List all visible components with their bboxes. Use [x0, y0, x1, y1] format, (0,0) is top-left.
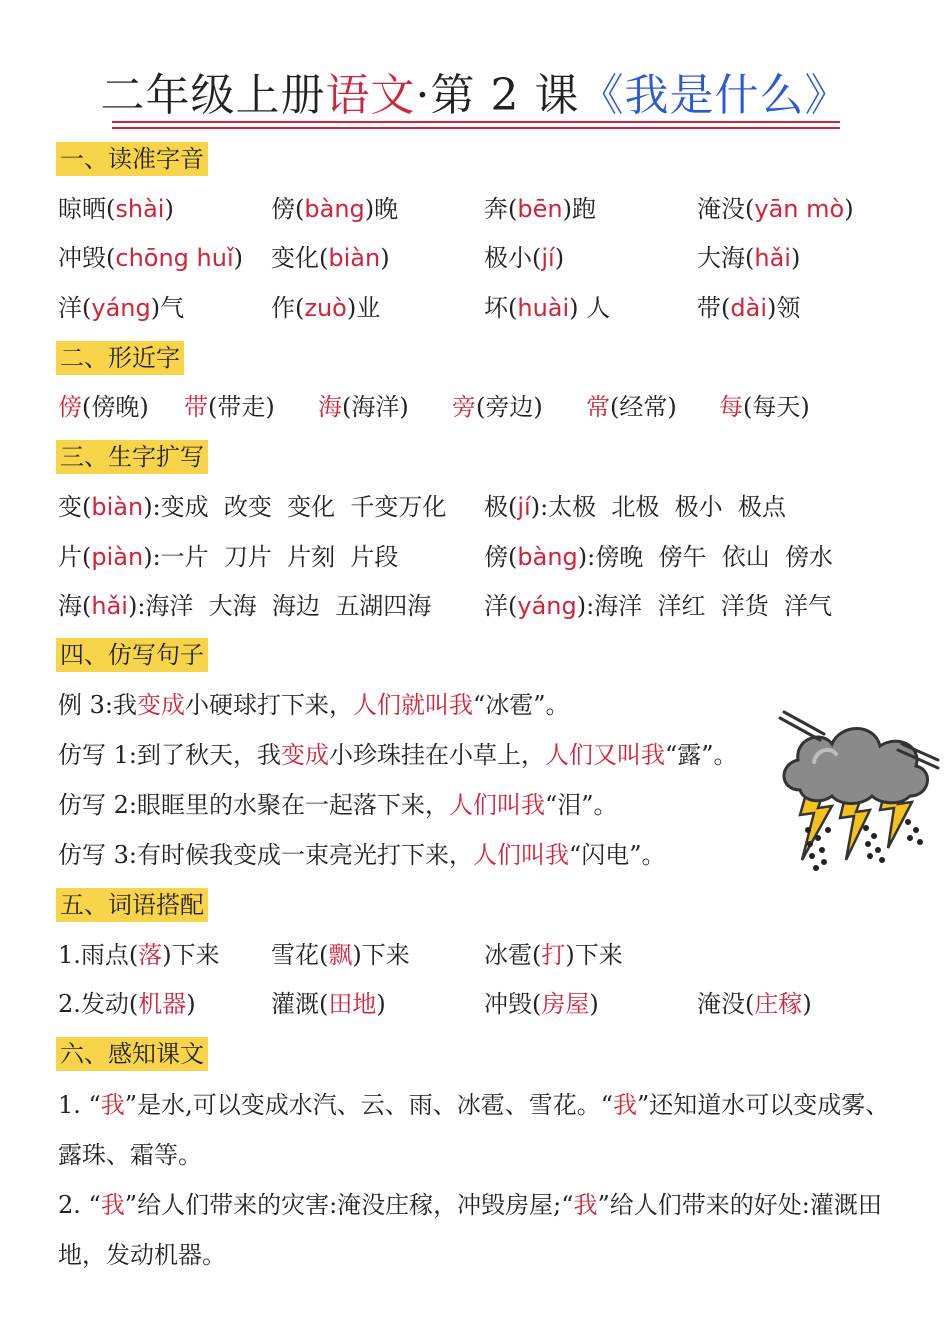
similar-char-item: 傍(傍晚) [58, 393, 149, 421]
similar-char-item: 带(带走) [184, 393, 275, 421]
expansion-item: 洋(yáng):海洋 洋红 洋货 洋气 [484, 592, 832, 620]
comprehension-paragraph: 2. “我”给人们带来的灾害:淹没庄稼，冲毁房屋;“我”给人们带来的好处:灌溉田地，发动机器。 [58, 1191, 882, 1269]
similar-char-item: 海(海洋) [318, 393, 409, 421]
example-sentence: 例 3:我变成小硬球打下来，人们就叫我“冰雹”。 [58, 691, 570, 719]
expansion-item: 傍(bàng):傍晚 傍午 依山 傍水 [484, 543, 833, 571]
section-heading-6: 六、感知课文 [56, 1037, 208, 1071]
pinyin-item: 奔(bēn)跑 [484, 195, 596, 223]
section-heading-2: 二、形近字 [56, 341, 184, 375]
pinyin-item: 带(dài)领 [697, 294, 801, 322]
comprehension-paragraph: 1. “我”是水,可以变成水汽、云、雨、冰雹、雪花。“我”还知道水可以变成雾、露珠、霜等。 [58, 1091, 890, 1169]
expansion-item: 变(biàn):变成 改变 变化 千变万化 [58, 493, 447, 521]
expansion-item: 片(piàn):一片 刀片 片刻 片段 [58, 543, 399, 571]
pinyin-item: 冲毁(chōng huǐ) [58, 244, 244, 272]
section-heading-5: 五、词语搭配 [56, 888, 208, 922]
storm-cloud-icon [770, 710, 940, 875]
match-item: 雪花(飘)下来 [271, 941, 410, 969]
similar-char-item: 每(每天) [719, 393, 810, 421]
pinyin-item: 变化(biàn) [271, 244, 390, 272]
expansion-item: 海(hǎi):海洋 大海 海边 五湖四海 [58, 592, 432, 620]
page-title: 二年级上册语文·第 2 课《我是什么》 [100, 70, 850, 121]
imitation-sentence: 仿写 2:眼眶里的水聚在一起落下来，人们叫我“泪”。 [58, 791, 618, 819]
match-item: 1.雨点(落)下来 [58, 941, 220, 969]
imitation-sentence: 仿写 1:到了秋天，我变成小珍珠挂在小草上，人们又叫我“露”。 [58, 741, 738, 769]
pinyin-item: 洋(yáng)气 [58, 294, 185, 322]
pinyin-item: 淹没(yān mò) [697, 195, 854, 223]
section-heading-1: 一、读准字音 [56, 142, 208, 176]
pinyin-item: 大海(hǎi) [697, 244, 801, 272]
match-item: 淹没(庄稼) [697, 990, 812, 1018]
match-item: 灌溉(田地) [271, 990, 386, 1018]
expansion-item: 极(jí):太极 北极 极小 极点 [484, 493, 786, 521]
pinyin-item: 极小(jí) [484, 244, 565, 272]
pinyin-item: 作(zuò)业 [271, 294, 381, 322]
similar-char-item: 旁(旁边) [452, 393, 543, 421]
match-item: 2.发动(机器) [58, 990, 196, 1018]
pinyin-item: 傍(bàng)晚 [271, 195, 399, 223]
section-heading-3: 三、生字扩写 [56, 440, 208, 474]
pinyin-item: 坏(huài) 人 [484, 294, 611, 322]
title-underline [112, 121, 840, 123]
match-item: 冲毁(房屋) [484, 990, 599, 1018]
pinyin-item: 晾晒(shài) [58, 195, 174, 223]
title-underline [112, 127, 840, 129]
section-heading-4: 四、仿写句子 [56, 638, 208, 672]
similar-char-item: 常(经常) [586, 393, 677, 421]
match-item: 冰雹(打)下来 [484, 941, 623, 969]
imitation-sentence: 仿写 3:有时候我变成一束亮光打下来，人们叫我“闪电”。 [58, 841, 666, 869]
hail-dots-icon [805, 819, 923, 871]
